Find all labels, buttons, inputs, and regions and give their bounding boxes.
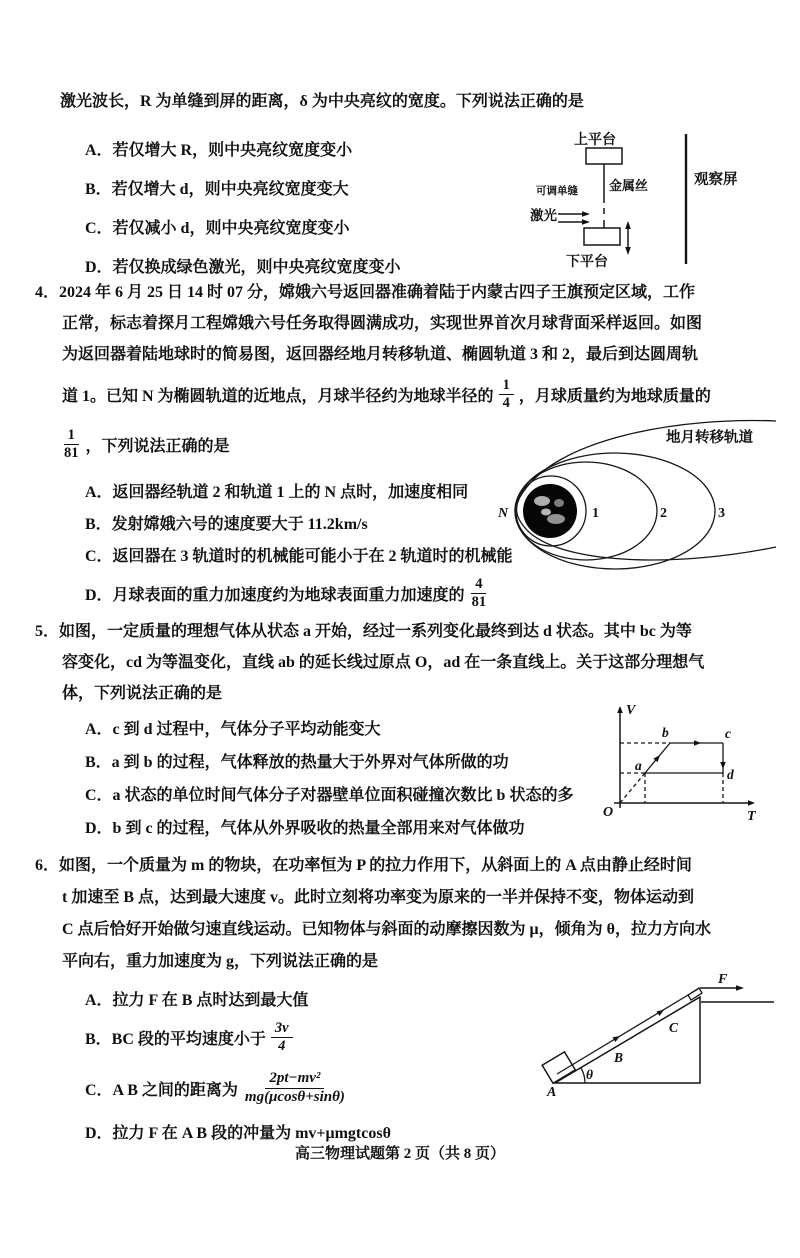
fraction-one-fourth — [499, 377, 514, 411]
text-segment: B．BC 段的平均速度小于 — [85, 1030, 266, 1048]
question-6-line3: C 点后恰好开始做匀速直线运动。已知物体与斜面的动摩擦因数为 μ，倾角为 θ，拉力方向水 — [62, 921, 711, 938]
theta-arc — [581, 1067, 585, 1083]
observation-screen-label: 观察屏 — [694, 172, 738, 188]
v-axis-arrowhead — [617, 706, 623, 713]
v-axis-label: V — [626, 703, 636, 718]
t-axis-label: T — [747, 809, 756, 824]
transfer-orbit-label: 地月转移轨道 — [666, 430, 753, 446]
laser-label: 激光 — [530, 208, 557, 223]
question-4-line4 — [35, 370, 780, 418]
question-5-line3: 体，下列说法正确的是 — [62, 685, 223, 702]
c-d-arrowhead — [720, 762, 726, 769]
dashed-line-o-to-a — [620, 773, 645, 803]
adjust-arrowhead-down — [625, 247, 631, 255]
orbit-3-label: 3 — [718, 506, 725, 521]
orbit-1-label: 1 — [592, 506, 599, 521]
text-segment: ，下列说法正确的是 — [85, 437, 230, 455]
page-footer: 高三物理试题第 2 页（共 8 页） — [294, 1146, 505, 1162]
metal-wire-label: 金属丝 — [609, 178, 649, 193]
point-d-label: d — [727, 767, 734, 782]
inclined-plane-diagram — [540, 972, 775, 1114]
denominator: mg(μcosθ+sinθ) — [244, 1088, 345, 1105]
b-c-arrowhead — [694, 740, 701, 746]
adjust-arrowhead-up — [625, 221, 631, 229]
option-c: C．若仅减小 d，则中央亮纹宽度变小 — [85, 220, 350, 237]
point-n-label: N — [498, 506, 509, 521]
question-6-line4: 平向右，重力加速度为 g，下列说法正确的是 — [62, 953, 379, 970]
point-b-label: B — [614, 1050, 624, 1065]
earth-continent — [547, 514, 565, 524]
question-3-intro: 激光波长，R 为单缝到屏的距离，δ 为中央亮纹的宽度。下列说法正确的是 — [60, 93, 584, 110]
option-b: B．a 到 b 的过程，气体释放的热量大于外界对气体所做的功 — [85, 754, 509, 771]
numerator: 3v — [271, 1020, 293, 1038]
numerator: 4 — [471, 576, 486, 594]
point-c-label: C — [669, 1020, 679, 1035]
question-6-line2: t 加速至 B 点，达到最大速度 v。此时立刻将功率变为原来的一半并保持不变，物体运动到 — [62, 889, 695, 906]
top-platform — [586, 148, 622, 164]
question-4-line2: 正常，标志着探月工程嫦娥六号任务取得圆满成功，实现世界首次月球背面采样返回。如图 — [62, 315, 703, 332]
text-segment: C．A B 之间的距离为 — [85, 1081, 238, 1099]
bottom-platform — [584, 228, 620, 245]
question-5-line1: 5．如图，一定质量的理想气体从状态 a 开始，经过一系列变化最终到达 d 状态。其中 bc 为等 — [35, 623, 692, 640]
option-d: D．拉力 F 在 A B 段的冲量为 mv+μmgtcosθ — [85, 1124, 391, 1142]
laser-arrowhead-2 — [582, 219, 590, 225]
option-b: B．发射嫦娥六号的速度要大于 11.2km/s — [85, 515, 368, 533]
denominator: 81 — [64, 444, 79, 461]
option-a: A．返回器经轨道 2 和轨道 1 上的 N 点时，加速度相同 — [85, 483, 469, 501]
theta-label: θ — [586, 1067, 594, 1082]
question-4-line3: 为返回器着陆地球时的简易图，返回器经地月转移轨道、椭圆轨道 3 和 2，最后到达圆周轨 — [62, 346, 699, 363]
fraction-3v-4 — [271, 1020, 293, 1054]
numerator: 2pt−mv² — [265, 1070, 324, 1088]
orbit-diagram — [488, 415, 778, 580]
question-6-line1: 6．如图，一个质量为 m 的物块，在功率恒为 P 的拉力作用下，从斜面上的 A 点由静止经时间 — [35, 857, 692, 874]
adjustable-slit-label: 可调单缝 — [536, 186, 578, 197]
laser-arrowhead-1 — [582, 211, 590, 217]
origin-label: O — [603, 805, 614, 820]
denominator: 81 — [471, 593, 487, 610]
option-c: C．返回器在 3 轨道时的机械能可能小于在 2 轨道时的机械能 — [85, 547, 513, 565]
denominator: 4 — [278, 1037, 286, 1054]
path-arrowhead-b — [613, 1034, 622, 1042]
point-a-label: a — [635, 758, 642, 773]
vt-graph — [597, 696, 772, 828]
numerator: 1 — [499, 377, 514, 395]
earth-continent — [554, 499, 564, 507]
point-c-label: c — [725, 726, 731, 741]
earth-continent — [541, 509, 551, 516]
fraction-four-eightyfirst — [470, 576, 489, 610]
single-slit-apparatus-diagram — [530, 126, 775, 274]
fraction-one-eightyfirst — [62, 427, 81, 461]
text-segment: ，月球质量约为地球质量的 — [518, 387, 711, 405]
top-platform-label: 上平台 — [574, 133, 616, 148]
force-f-arrowhead — [736, 985, 744, 991]
denominator: 4 — [502, 394, 510, 411]
question-5-line2: 容变化，cd 为等温变化，直线 ab 的延长线过原点 O，ad 在一条直线上。关于这部分理想气 — [62, 654, 705, 671]
orbit-2-label: 2 — [660, 506, 667, 521]
text-segment: D．月球表面的重力加速度约为地球表面重力加速度的 — [85, 586, 465, 604]
question-4-line1: 4．2024 年 6 月 25 日 14 时 07 分，嫦娥六号返回器准确着陆于内蒙古四子王旗预定区域，工作 — [35, 284, 696, 301]
option-d: D．b 到 c 的过程，气体从外界吸收的热量全部用来对气体做功 — [85, 820, 525, 837]
numerator: 1 — [64, 427, 79, 445]
earth-continent — [534, 496, 550, 506]
bottom-platform-label: 下平台 — [566, 255, 608, 270]
option-c: C．a 状态的单位时间气体分子对器壁单位面积碰撞次数比 b 状态的多 — [85, 787, 574, 804]
text-segment: 道 1。已知 N 为椭圆轨道的近地点，月球半径约为地球半径的 — [62, 387, 494, 405]
incline-triangle — [555, 997, 700, 1083]
force-f-label: F — [718, 972, 728, 987]
option-a: A．拉力 F 在 B 点时达到最大值 — [85, 991, 309, 1009]
point-b-label: b — [662, 725, 669, 740]
option-a: A．c 到 d 过程中，气体分子平均动能变大 — [85, 721, 381, 738]
option-b: B．若仅增大 d，则中央亮纹宽度变大 — [85, 181, 349, 198]
option-d: D．若仅换成绿色激光，则中央亮纹宽度变小 — [85, 259, 401, 276]
t-axis-arrowhead — [748, 800, 755, 806]
point-a-label: A — [547, 1085, 557, 1100]
fraction-distance-formula — [243, 1070, 347, 1106]
option-a: A．若仅增大 R，则中央亮纹宽度变小 — [85, 142, 353, 159]
block-at-a — [542, 1052, 575, 1083]
